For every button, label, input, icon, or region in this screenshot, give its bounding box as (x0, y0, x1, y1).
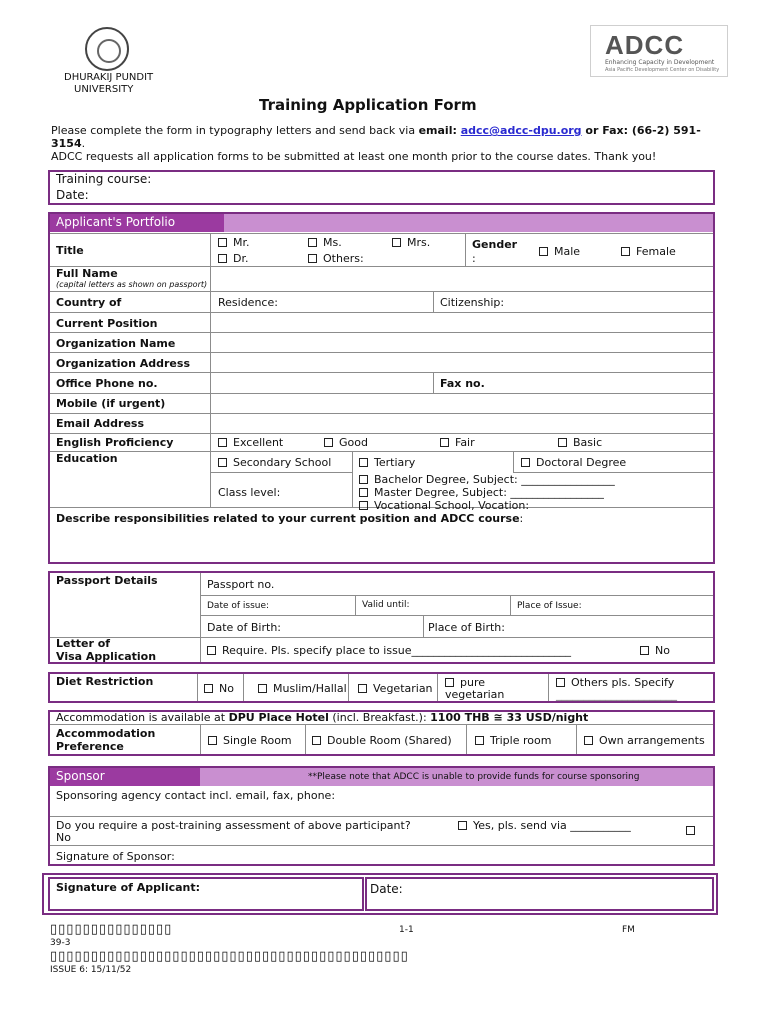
university-name: DHURAKIJ PUNDIT (64, 72, 154, 83)
sponsor-contact-label[interactable]: Sponsoring agency contact incl. email, fax, phone: (56, 789, 336, 802)
dr-label: Dr. (233, 252, 249, 265)
footer-thai-title: ▯▯▯▯▯▯▯▯▯▯▯▯▯▯▯ (50, 922, 173, 937)
office-phone-label: Office Phone no. (56, 377, 158, 390)
portfolio-header-banner (224, 214, 713, 232)
option-secondary[interactable] (218, 456, 331, 469)
checkbox-mrs[interactable] (392, 238, 401, 247)
passport-details-label: Passport Details (56, 574, 158, 587)
secondary-label: Secondary School (233, 456, 332, 469)
footer-fm: FM (622, 925, 635, 935)
title-label: Title (56, 244, 84, 257)
letter-of-label: Letter of (56, 637, 111, 650)
sponsor-header: Sponsor (56, 769, 105, 783)
pob-label[interactable]: Place of Birth: (428, 621, 505, 634)
checkbox-muslim[interactable] (258, 684, 267, 693)
checkbox-pure-vegetarian[interactable] (445, 678, 454, 687)
diet-no-label: No (219, 682, 234, 695)
training-date-label: Date: (56, 188, 89, 202)
org-name-label: Organization Name (56, 337, 176, 350)
option-tertiary[interactable] (359, 456, 415, 469)
doctoral-label: Doctoral Degree (536, 456, 627, 469)
option-others[interactable] (308, 252, 364, 265)
option-female[interactable] (621, 245, 676, 258)
ms-label: Ms. (323, 236, 342, 249)
org-address-label: Organization Address (56, 357, 190, 370)
muslim-label: Muslim/Hallal (273, 682, 347, 695)
checkbox-female[interactable] (621, 247, 630, 256)
portfolio-header: Applicant's Portfolio (56, 215, 176, 229)
fax-number-end: 3154 (51, 137, 82, 150)
describe-label (56, 512, 523, 525)
mobile-label: Mobile (if urgent) (56, 397, 166, 410)
double-room-label: Double Room (Shared) (327, 734, 452, 747)
footer-page: 1-1 (399, 925, 414, 935)
checkbox-assessment-no-box[interactable] (686, 826, 695, 835)
applicant-signature-label: Signature of Applicant: (56, 881, 201, 894)
assessment-no-label: No (56, 831, 71, 844)
accommodation-info (56, 711, 588, 724)
hotel-name: DPU Place Hotel (228, 711, 329, 724)
email-link[interactable]: adcc@adcc-dpu.org (460, 124, 582, 137)
checkbox-assessment-no[interactable] (686, 821, 701, 840)
option-muslim[interactable] (258, 682, 347, 695)
logo-subtagline: Asia Pacific Development Center on Disability (605, 67, 720, 73)
pure-vegetarian-label: vegetarian (445, 688, 505, 701)
describe-text: Describe responsibilities related to your current position and ADCC course (56, 512, 520, 525)
current-position-label: Current Position (56, 317, 158, 330)
checkbox-dr[interactable] (218, 254, 227, 263)
checkbox-doctoral[interactable] (521, 458, 530, 467)
basic-label: Basic (573, 436, 603, 449)
checkbox-good[interactable] (324, 438, 333, 447)
option-vocational[interactable] (359, 499, 529, 512)
checkbox-ms[interactable] (308, 238, 317, 247)
checkbox-tertiary[interactable] (359, 458, 368, 467)
checkbox-diet-no[interactable] (204, 684, 213, 693)
option-diet-no[interactable] (204, 682, 234, 695)
checkbox-mr[interactable] (218, 238, 227, 247)
residence-label[interactable]: Residence: (218, 296, 278, 309)
diet-others-line[interactable]: ______________________ (556, 688, 677, 701)
master-label: Master Degree, Subject: _________________ (374, 486, 604, 499)
male-label: Male (554, 245, 581, 258)
vegetarian-label: Vegetarian (373, 682, 433, 695)
gender-label: Gender (472, 238, 518, 251)
applicant-date-label: Date: (370, 882, 403, 896)
option-triple-room[interactable] (475, 734, 551, 747)
checkbox-basic[interactable] (558, 438, 567, 447)
accommodation-mid: (incl. Breakfast.): (328, 711, 431, 724)
diet-others-label: Others pls. Specify (571, 676, 675, 689)
date-of-issue-label[interactable]: Date of issue: (207, 601, 270, 611)
option-mr[interactable] (218, 236, 250, 249)
option-visa-require[interactable] (207, 644, 571, 657)
option-assessment-yes[interactable] (458, 819, 631, 832)
applicant-date-box[interactable] (365, 877, 714, 911)
sponsor-note: **Please note that ADCC is unable to provide funds for course sponsoring (308, 772, 640, 782)
fax-label: Fax no. (440, 377, 485, 390)
option-fair[interactable] (440, 436, 475, 449)
assessment-question: Do you require a post-training assessment of above participant? (56, 819, 411, 832)
intro-line3: ADCC requests all application forms to be submitted at least one month prior to the course dates. Thank you! (51, 150, 657, 163)
option-dr[interactable] (218, 252, 248, 265)
checkbox-triple-room[interactable] (475, 736, 484, 745)
pure-label: pure (460, 676, 486, 689)
intro-line2 (51, 137, 85, 150)
adcc-logo (590, 25, 728, 77)
footer-thai-line: ▯▯▯▯▯▯▯▯▯▯▯▯▯▯▯▯▯▯▯▯▯▯▯▯▯▯▯▯▯▯▯▯▯▯▯▯▯▯▯▯▯▯▯▯ (50, 949, 409, 964)
checkbox-assessment-yes[interactable] (458, 821, 467, 830)
single-room-label: Single Room (223, 734, 292, 747)
option-vegetarian[interactable] (358, 682, 433, 695)
passport-no-label[interactable]: Passport no. (207, 578, 275, 591)
good-label: Good (339, 436, 368, 449)
checkbox-double-room[interactable] (312, 736, 321, 745)
diet-restriction-label: Diet Restriction (56, 675, 154, 688)
intro-text: Please complete the form in typography letters and send back via (51, 124, 419, 137)
checkbox-own-arrangements[interactable] (584, 736, 593, 745)
describe-colon: : (519, 512, 524, 525)
footer-issue: ISSUE 6: 15/11/52 (50, 965, 132, 975)
full-name-label: Full Name (56, 267, 118, 280)
assessment-yes-label: Yes, pls. send via ___________ (473, 819, 631, 832)
option-own-arrangements[interactable] (584, 734, 705, 747)
citizenship-label[interactable]: Citizenship: (440, 296, 505, 309)
fair-label: Fair (455, 436, 475, 449)
email-label: email: (418, 124, 461, 137)
checkbox-diet-others[interactable] (556, 678, 565, 687)
female-label: Female (636, 245, 676, 258)
option-male[interactable] (539, 245, 580, 258)
option-basic[interactable] (558, 436, 602, 449)
checkbox-vegetarian[interactable] (358, 684, 367, 693)
sponsor-signature-label[interactable]: Signature of Sponsor: (56, 850, 175, 863)
fax-label: or Fax: (66-2) 591- (581, 124, 701, 137)
option-good[interactable] (324, 436, 368, 449)
dob-label[interactable]: Date of Birth: (207, 621, 282, 634)
option-bachelor[interactable] (359, 473, 615, 486)
page-title: Training Application Form (259, 96, 477, 114)
visa-application-label: Visa Application (56, 650, 157, 663)
checkbox-fair[interactable] (440, 438, 449, 447)
checkbox-others[interactable] (308, 254, 317, 263)
period: . (81, 137, 86, 150)
option-double-room[interactable] (312, 734, 452, 747)
excellent-label: Excellent (233, 436, 284, 449)
mrs-label: Mrs. (407, 236, 431, 249)
education-label: Education (56, 452, 118, 465)
class-level-label: Class level: (218, 486, 281, 499)
checkbox-male[interactable] (539, 247, 548, 256)
checkbox-vocational[interactable] (359, 501, 368, 510)
english-proficiency-label: English Proficiency (56, 436, 174, 449)
option-excellent[interactable] (218, 436, 283, 449)
checkbox-secondary[interactable] (218, 458, 227, 467)
option-mrs[interactable] (392, 236, 430, 249)
option-master[interactable] (359, 486, 604, 499)
full-name-input[interactable] (212, 268, 712, 290)
country-label: Country of (56, 296, 122, 309)
full-name-note: (capital letters as shown on passport) (56, 280, 208, 289)
checkbox-bachelor[interactable] (359, 475, 368, 484)
checkbox-visa-require[interactable] (207, 646, 216, 655)
tertiary-label: Tertiary (374, 456, 416, 469)
accommodation-pref-label: Accommodation (56, 727, 156, 740)
vocational-label: Vocational School, Vocation: (374, 499, 530, 512)
intro-line1 (51, 124, 701, 137)
accommodation-pre: Accommodation is available at (56, 711, 229, 724)
others-label: Others: (323, 252, 364, 265)
preference-label: Preference (56, 740, 124, 753)
checkbox-single-room[interactable] (208, 736, 217, 745)
checkbox-visa-no[interactable] (640, 646, 649, 655)
gender-colon: : (472, 252, 476, 265)
logo-tagline: Enhancing Capacity in Development (605, 59, 715, 66)
visa-require-label: Require. Pls. specify place to issue_____________________________ (222, 644, 572, 657)
option-ms[interactable] (308, 236, 342, 249)
hotel-price: 1100 THB ≅ 33 USD/night (430, 711, 589, 724)
email-address-label: Email Address (56, 417, 145, 430)
option-single-room[interactable] (208, 734, 292, 747)
checkbox-excellent[interactable] (218, 438, 227, 447)
university-seal (85, 27, 129, 71)
checkbox-master[interactable] (359, 488, 368, 497)
training-course-label: Training course: (56, 172, 152, 186)
own-arrangements-label: Own arrangements (599, 734, 705, 747)
triple-room-label: Triple room (490, 734, 552, 747)
footer-code: 39-3 (50, 938, 71, 948)
place-of-issue-label[interactable]: Place of Issue: (517, 601, 582, 611)
valid-until-label[interactable]: Valid until: (362, 600, 410, 610)
option-doctoral[interactable] (521, 456, 626, 469)
describe-textarea[interactable] (52, 526, 712, 562)
bachelor-label: Bachelor Degree, Subject: _________________ (374, 473, 615, 486)
option-visa-no[interactable] (640, 644, 670, 657)
mr-label: Mr. (233, 236, 250, 249)
visa-no-label: No (655, 644, 670, 657)
logo-text: ADCC (605, 30, 685, 60)
university-name-line2: UNIVERSITY (74, 84, 134, 95)
